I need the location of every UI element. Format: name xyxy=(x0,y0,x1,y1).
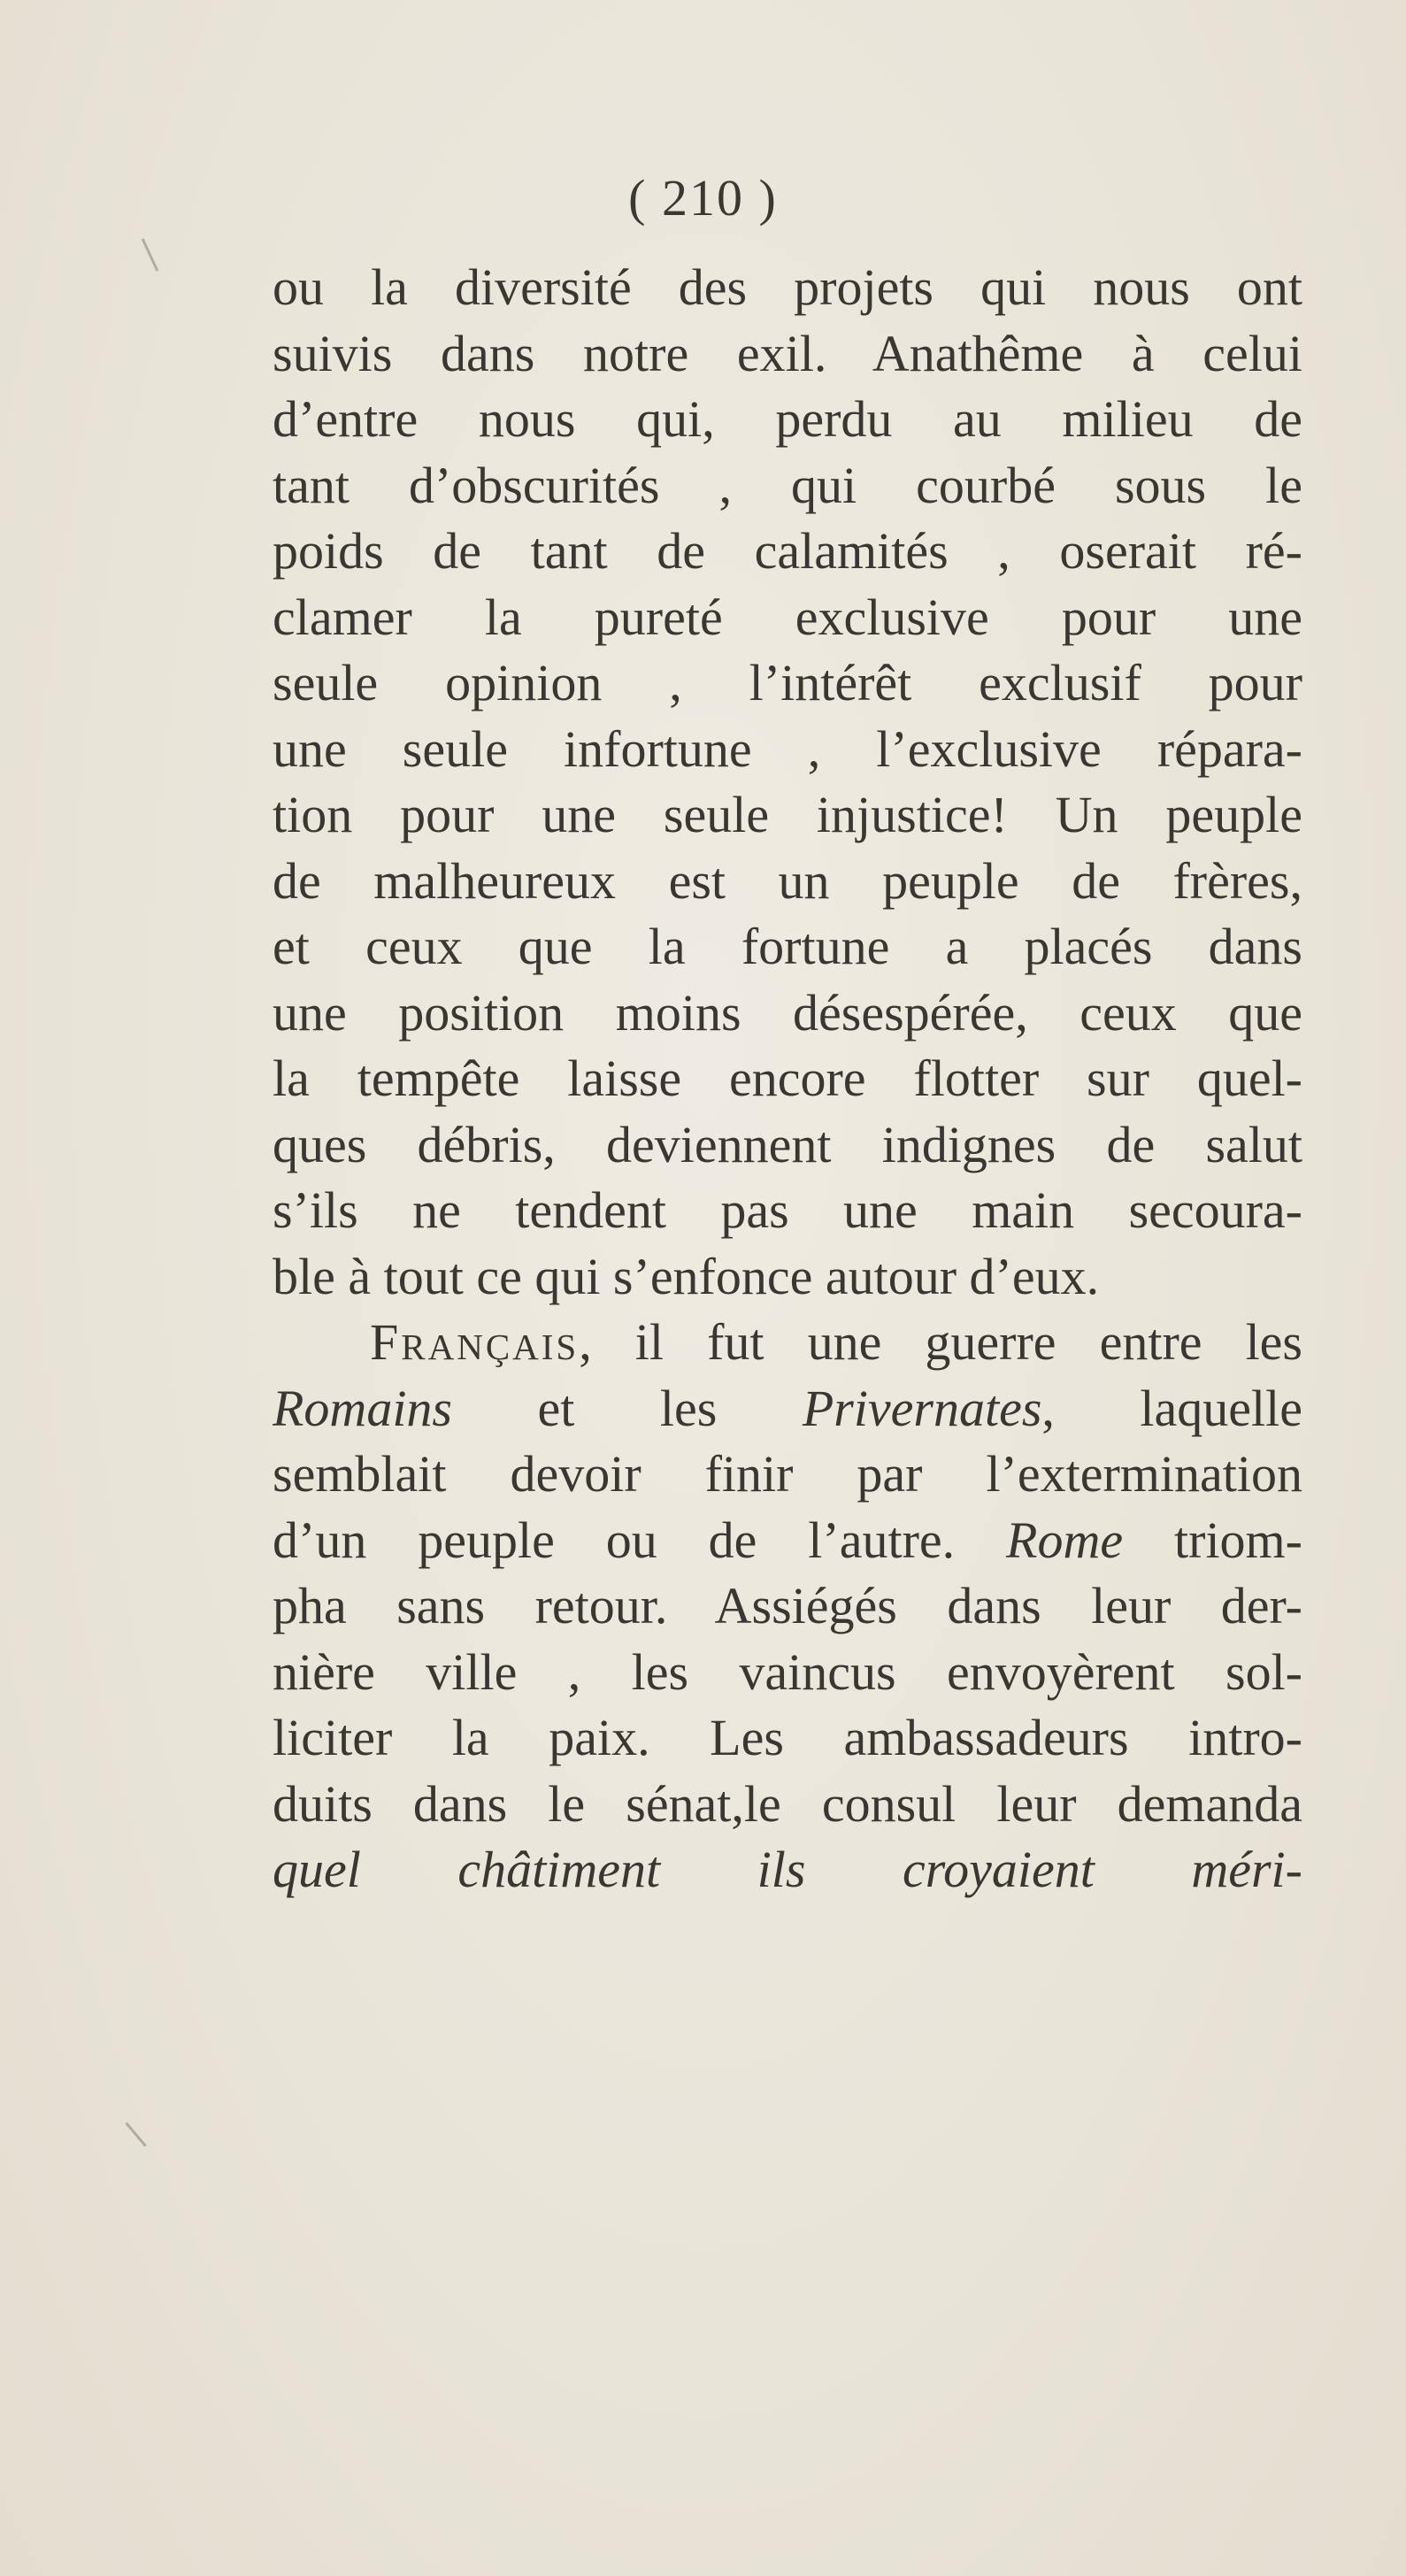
text-line xyxy=(273,255,1302,320)
text-segment: ou la diversité des projets qui nous ont xyxy=(273,258,1302,316)
italic-text: Romains xyxy=(273,1380,452,1437)
margin-mark xyxy=(125,2122,146,2147)
text-line xyxy=(273,1837,1302,1903)
text-segment: ques débris, deviennent indignes de salut xyxy=(273,1116,1302,1173)
text-line xyxy=(273,1508,1302,1573)
text-line xyxy=(273,1640,1302,1705)
text-segment: nière ville , les vaincus envoyèrent sol- xyxy=(273,1643,1302,1701)
text-line xyxy=(273,980,1302,1046)
text-line xyxy=(273,519,1302,584)
text-line xyxy=(273,650,1302,716)
text-line xyxy=(273,717,1302,782)
text-segment: tant d’obscurités , qui courbé sous le xyxy=(273,457,1302,514)
text-segment: et les xyxy=(452,1380,803,1437)
text-line xyxy=(273,782,1302,848)
text-line xyxy=(273,1573,1302,1639)
text-line xyxy=(370,1310,1302,1375)
text-segment: , il fut une guerre entre les xyxy=(579,1313,1302,1371)
text-segment: une position moins désespérée, ceux que xyxy=(273,984,1302,1042)
text-line xyxy=(273,1442,1302,1507)
text-line xyxy=(273,453,1302,519)
text-segment: , laquelle xyxy=(1041,1380,1302,1437)
text-line xyxy=(273,585,1302,650)
text-segment: duits dans le sénat,le consul leur demanda xyxy=(273,1775,1302,1833)
text-line xyxy=(273,1705,1302,1771)
text-segment: poids de tant de calamités , oserait ré- xyxy=(273,522,1302,580)
italic-text: Privernates xyxy=(802,1380,1042,1437)
text-line xyxy=(273,849,1302,914)
margin-mark xyxy=(142,238,159,272)
text-segment: la tempête laisse encore flotter sur quel- xyxy=(273,1050,1302,1107)
small-caps-text: Français xyxy=(370,1313,580,1371)
text-segment: triom- xyxy=(1123,1511,1302,1569)
text-segment: seule opinion , l’intérêt exclusif pour xyxy=(273,654,1302,711)
text-line xyxy=(273,1376,1302,1442)
text-segment: s’ils ne tendent pas une main secoura- xyxy=(273,1181,1302,1239)
text-line xyxy=(273,1112,1302,1178)
text-line xyxy=(273,1178,1302,1243)
text-segment: d’entre nous qui, perdu au milieu de xyxy=(273,390,1302,448)
text-line xyxy=(273,1772,1302,1837)
text-segment: suivis dans notre exil. Anathême à celui xyxy=(273,325,1302,382)
text-line xyxy=(273,1046,1302,1111)
text-segment: et ceux que la fortune a placés dans xyxy=(273,918,1302,975)
text-segment: ble à tout ce qui s’enfonce autour d’eux. xyxy=(273,1248,1100,1305)
text-segment: une seule infortune , l’exclusive répara- xyxy=(273,720,1302,778)
text-segment: de malheureux est un peuple de frères, xyxy=(273,852,1302,910)
text-line xyxy=(273,1244,1302,1310)
page-number: ( 210 ) xyxy=(628,169,778,227)
text-segment: d’un peuple ou de l’autre. xyxy=(273,1511,1007,1569)
text-line xyxy=(273,321,1302,387)
text-segment: pha sans retour. Assiégés dans leur der- xyxy=(273,1577,1302,1634)
italic-text: quel châtiment ils croyaient méri- xyxy=(273,1841,1302,1898)
text-segment: clamer la pureté exclusive pour une xyxy=(273,588,1302,646)
text-segment: liciter la paix. Les ambassadeurs intro- xyxy=(273,1709,1302,1766)
italic-text: Rome xyxy=(1006,1511,1124,1569)
text-line xyxy=(273,914,1302,980)
text-line xyxy=(273,387,1302,452)
text-segment: tion pour une seule injustice! Un peuple xyxy=(273,786,1302,843)
text-segment: semblait devoir finir par l’extermination xyxy=(273,1445,1302,1503)
